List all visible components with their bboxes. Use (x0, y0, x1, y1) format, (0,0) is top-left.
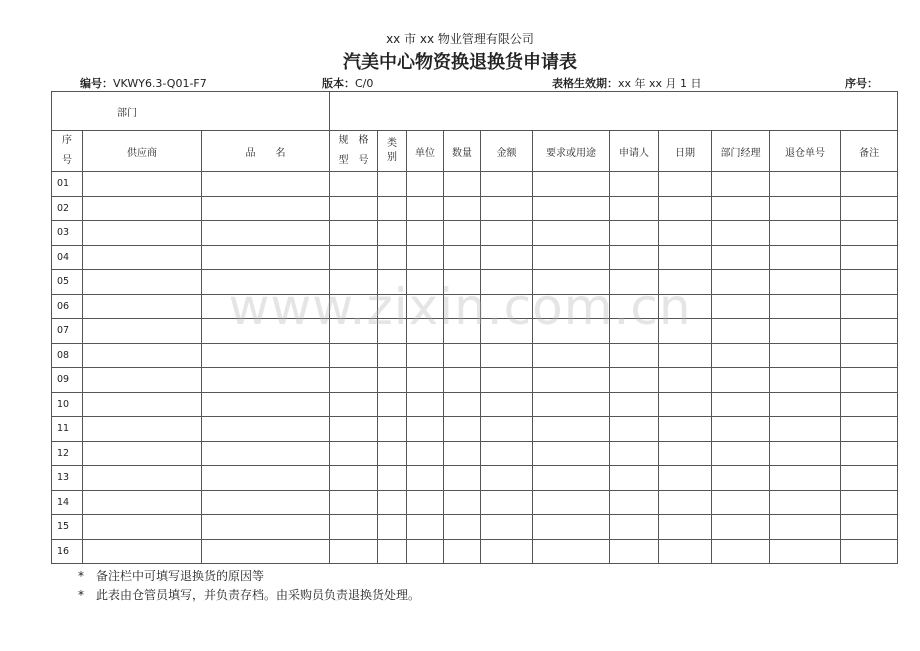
table-cell[interactable] (770, 221, 841, 246)
table-row (52, 245, 898, 270)
table-cell[interactable] (202, 196, 330, 221)
table-cell[interactable] (841, 539, 898, 564)
table-cell[interactable] (444, 270, 481, 295)
row-number: 02 (52, 196, 83, 221)
table-cell[interactable] (481, 221, 533, 246)
table-cell[interactable] (83, 294, 202, 319)
table-cell[interactable] (202, 417, 330, 442)
table-cell[interactable] (712, 392, 770, 417)
note-1: * 备注栏中可填写退换货的原因等 (78, 569, 265, 583)
form-title: 汽美中心物资换退换货申请表 (343, 52, 577, 73)
table-cell[interactable] (444, 368, 481, 393)
table-cell[interactable] (330, 245, 378, 270)
table-cell[interactable] (533, 294, 610, 319)
table-cell[interactable] (533, 196, 610, 221)
table-row (52, 343, 898, 368)
row-number: 09 (52, 368, 83, 393)
table-cell[interactable] (83, 245, 202, 270)
dept-field[interactable] (330, 92, 898, 131)
table-cell[interactable] (378, 196, 407, 221)
table-cell[interactable] (83, 319, 202, 344)
table-cell[interactable] (444, 319, 481, 344)
table-cell[interactable] (444, 196, 481, 221)
table-cell[interactable] (83, 515, 202, 540)
table-cell[interactable] (330, 221, 378, 246)
table-cell[interactable] (770, 490, 841, 515)
table-cell[interactable] (202, 490, 330, 515)
table-cell[interactable] (83, 172, 202, 197)
col-spec-1: 规 格 (338, 135, 369, 146)
table-row (52, 368, 898, 393)
form-effective-value: xx 年 xx 月 1 日 (618, 77, 702, 90)
table-cell[interactable] (841, 515, 898, 540)
table-cell[interactable] (610, 343, 659, 368)
table-cell[interactable] (83, 196, 202, 221)
table-cell[interactable] (659, 196, 712, 221)
table-cell[interactable] (712, 417, 770, 442)
table-cell[interactable] (659, 245, 712, 270)
table-cell[interactable] (202, 466, 330, 491)
table-row (52, 417, 898, 442)
table-cell[interactable] (481, 515, 533, 540)
table-cell[interactable] (378, 392, 407, 417)
row-number: 11 (52, 417, 83, 442)
table-cell[interactable] (444, 343, 481, 368)
col-applicant: 申请人 (610, 131, 659, 172)
table-cell[interactable] (444, 466, 481, 491)
table-cell[interactable] (444, 392, 481, 417)
table-cell[interactable] (407, 515, 444, 540)
table-cell[interactable] (330, 441, 378, 466)
table-cell[interactable] (481, 245, 533, 270)
table-cell[interactable] (378, 466, 407, 491)
table-row (52, 539, 898, 564)
table-cell[interactable] (770, 270, 841, 295)
table-cell[interactable] (330, 172, 378, 197)
table-cell[interactable] (533, 319, 610, 344)
table-cell[interactable] (610, 294, 659, 319)
table-cell[interactable] (407, 172, 444, 197)
table-cell[interactable] (610, 392, 659, 417)
col-date: 日期 (659, 131, 712, 172)
table-cell[interactable] (481, 270, 533, 295)
table-cell[interactable] (712, 441, 770, 466)
row-number: 05 (52, 270, 83, 295)
table-cell[interactable] (770, 319, 841, 344)
table-cell[interactable] (83, 441, 202, 466)
table-cell[interactable] (712, 466, 770, 491)
table-cell[interactable] (712, 319, 770, 344)
table-cell[interactable] (378, 368, 407, 393)
table-cell[interactable] (444, 417, 481, 442)
table-cell[interactable] (481, 319, 533, 344)
table-cell[interactable] (481, 343, 533, 368)
row-number: 01 (52, 172, 83, 197)
table-cell[interactable] (202, 221, 330, 246)
dept-label-text: 部门 (117, 107, 137, 119)
table-cell[interactable] (770, 368, 841, 393)
table-cell[interactable] (481, 539, 533, 564)
table-cell[interactable] (202, 441, 330, 466)
table-cell[interactable] (330, 417, 378, 442)
table-cell[interactable] (407, 196, 444, 221)
table-cell[interactable] (481, 417, 533, 442)
table-cell[interactable] (770, 294, 841, 319)
col-manager: 部门经理 (712, 131, 770, 172)
table-cell[interactable] (444, 539, 481, 564)
table-cell[interactable] (770, 196, 841, 221)
col-supplier: 供应商 (83, 131, 202, 172)
table-cell[interactable] (610, 515, 659, 540)
table-cell[interactable] (841, 294, 898, 319)
table-cell[interactable] (407, 294, 444, 319)
row-number: 08 (52, 343, 83, 368)
table-cell[interactable] (407, 319, 444, 344)
table-cell[interactable] (533, 515, 610, 540)
row-number: 14 (52, 490, 83, 515)
table-cell[interactable] (659, 466, 712, 491)
form-effective-date (552, 75, 702, 91)
form-code (80, 75, 207, 91)
table-cell[interactable] (659, 270, 712, 295)
table-cell[interactable] (712, 343, 770, 368)
table-cell[interactable] (659, 515, 712, 540)
table-cell[interactable] (533, 221, 610, 246)
table-row (52, 294, 898, 319)
row-number: 15 (52, 515, 83, 540)
table-cell[interactable] (378, 417, 407, 442)
table-cell[interactable] (83, 466, 202, 491)
table-cell[interactable] (659, 319, 712, 344)
col-seq (52, 131, 83, 172)
table-row (52, 392, 898, 417)
row-number: 07 (52, 319, 83, 344)
table-cell[interactable] (610, 172, 659, 197)
table-cell[interactable] (378, 343, 407, 368)
table-cell[interactable] (659, 490, 712, 515)
table-cell[interactable] (659, 172, 712, 197)
col-amount: 金额 (481, 131, 533, 172)
table-cell[interactable] (610, 319, 659, 344)
row-number: 06 (52, 294, 83, 319)
table-cell[interactable] (659, 368, 712, 393)
col-cat-2: 别 (387, 152, 398, 163)
col-spec-2: 型 号 (338, 155, 369, 166)
table-cell[interactable] (481, 196, 533, 221)
table-cell[interactable] (481, 172, 533, 197)
table-cell[interactable] (444, 245, 481, 270)
table-cell[interactable] (481, 441, 533, 466)
table-cell[interactable] (378, 490, 407, 515)
table-cell[interactable] (330, 294, 378, 319)
table-cell[interactable] (330, 368, 378, 393)
table-cell[interactable] (444, 490, 481, 515)
table-cell[interactable] (533, 245, 610, 270)
table-cell[interactable] (407, 221, 444, 246)
table-cell[interactable] (770, 343, 841, 368)
table-cell[interactable] (841, 417, 898, 442)
table-cell[interactable] (533, 270, 610, 295)
table-cell[interactable] (659, 417, 712, 442)
table-cell[interactable] (841, 221, 898, 246)
table-cell[interactable] (481, 294, 533, 319)
row-number: 04 (52, 245, 83, 270)
table-cell[interactable] (330, 539, 378, 564)
table-row (52, 270, 898, 295)
table-cell[interactable] (841, 196, 898, 221)
table-cell[interactable] (610, 466, 659, 491)
form-version-value: C/0 (355, 77, 374, 90)
table-cell[interactable] (202, 270, 330, 295)
col-item-name: 品 名 (202, 131, 330, 172)
table-cell[interactable] (202, 245, 330, 270)
dept-label (52, 92, 330, 131)
col-seq-1: 序 (62, 135, 72, 146)
table-cell[interactable] (841, 245, 898, 270)
table-cell[interactable] (83, 417, 202, 442)
table-cell[interactable] (481, 368, 533, 393)
dept-row (52, 92, 898, 131)
table-cell[interactable] (378, 294, 407, 319)
table-cell[interactable] (378, 319, 407, 344)
table-cell[interactable] (841, 343, 898, 368)
table-row (52, 196, 898, 221)
table-cell[interactable] (712, 539, 770, 564)
form-serial-label: 序号： (845, 77, 878, 90)
table-cell[interactable] (202, 515, 330, 540)
table-cell[interactable] (407, 539, 444, 564)
table-cell[interactable] (712, 515, 770, 540)
table-cell[interactable] (444, 221, 481, 246)
table-cell[interactable] (610, 245, 659, 270)
table-cell[interactable] (407, 368, 444, 393)
col-remark: 备注 (841, 131, 898, 172)
row-number: 16 (52, 539, 83, 564)
table-cell[interactable] (378, 515, 407, 540)
table-cell[interactable] (659, 343, 712, 368)
table-cell[interactable] (841, 490, 898, 515)
row-number: 03 (52, 221, 83, 246)
header-row (52, 131, 898, 172)
table-cell[interactable] (841, 319, 898, 344)
table-cell[interactable] (712, 294, 770, 319)
col-spec (330, 131, 378, 172)
table-cell[interactable] (83, 539, 202, 564)
table-cell[interactable] (330, 392, 378, 417)
col-return-no: 退仓单号 (770, 131, 841, 172)
table-cell[interactable] (770, 245, 841, 270)
table-cell[interactable] (481, 392, 533, 417)
table-cell[interactable] (378, 221, 407, 246)
table-cell[interactable] (610, 196, 659, 221)
table-cell[interactable] (330, 196, 378, 221)
table-cell[interactable] (202, 294, 330, 319)
table-cell[interactable] (407, 245, 444, 270)
table-cell[interactable] (770, 515, 841, 540)
form-version (322, 75, 373, 91)
table-cell[interactable] (610, 221, 659, 246)
table-cell[interactable] (610, 441, 659, 466)
table-cell[interactable] (330, 490, 378, 515)
row-number: 12 (52, 441, 83, 466)
table-cell[interactable] (407, 417, 444, 442)
table-cell[interactable] (378, 245, 407, 270)
table-cell[interactable] (202, 392, 330, 417)
table-cell[interactable] (841, 466, 898, 491)
table-cell[interactable] (533, 343, 610, 368)
form-code-label: 编号： (80, 77, 113, 90)
table-cell[interactable] (659, 539, 712, 564)
table-cell[interactable] (712, 196, 770, 221)
table-cell[interactable] (444, 441, 481, 466)
table-cell[interactable] (330, 343, 378, 368)
table-row (52, 441, 898, 466)
table-row (52, 319, 898, 344)
table-cell[interactable] (610, 417, 659, 442)
table-cell[interactable] (841, 172, 898, 197)
company-name: xx 市 xx 物业管理有限公司 (386, 32, 534, 46)
table-cell[interactable] (202, 368, 330, 393)
table-cell[interactable] (610, 368, 659, 393)
table-cell[interactable] (712, 245, 770, 270)
table-cell[interactable] (481, 466, 533, 491)
col-purpose: 要求或用途 (533, 131, 610, 172)
table-cell[interactable] (202, 172, 330, 197)
form-version-label: 版本： (322, 77, 355, 90)
table-cell[interactable] (83, 392, 202, 417)
watermark: www.zixin.com.cn (228, 278, 692, 336)
table-cell[interactable] (770, 539, 841, 564)
table-cell[interactable] (659, 294, 712, 319)
table-cell[interactable] (610, 270, 659, 295)
table-cell[interactable] (330, 270, 378, 295)
table-cell[interactable] (378, 539, 407, 564)
table-cell[interactable] (712, 172, 770, 197)
table-cell[interactable] (533, 466, 610, 491)
table-cell[interactable] (841, 392, 898, 417)
table-cell[interactable] (533, 368, 610, 393)
table-cell[interactable] (659, 441, 712, 466)
table-cell[interactable] (610, 490, 659, 515)
form-effective-label: 表格生效期： (552, 77, 618, 90)
table-cell[interactable] (330, 466, 378, 491)
form-code-value: VKWY6.3-Q01-F7 (113, 77, 207, 90)
table-cell[interactable] (770, 466, 841, 491)
table-cell[interactable] (444, 294, 481, 319)
table-cell[interactable] (378, 270, 407, 295)
table-cell[interactable] (407, 490, 444, 515)
table-cell[interactable] (481, 490, 533, 515)
table-row (52, 490, 898, 515)
table-row (52, 172, 898, 197)
table-cell[interactable] (444, 172, 481, 197)
table-cell[interactable] (770, 417, 841, 442)
table-cell[interactable] (83, 221, 202, 246)
table-cell[interactable] (841, 270, 898, 295)
table-cell[interactable] (533, 539, 610, 564)
table-cell[interactable] (712, 221, 770, 246)
request-table (51, 91, 898, 564)
table-cell[interactable] (407, 343, 444, 368)
col-category (378, 131, 407, 172)
table-cell[interactable] (83, 368, 202, 393)
table-cell[interactable] (407, 466, 444, 491)
table-cell[interactable] (610, 539, 659, 564)
note-2: * 此表由仓管员填写，并负责存档。由采购员负责退换货处理。 (78, 588, 421, 602)
table-cell[interactable] (444, 515, 481, 540)
table-cell[interactable] (407, 441, 444, 466)
table-cell[interactable] (841, 368, 898, 393)
form-serial (845, 75, 878, 91)
table-cell[interactable] (770, 172, 841, 197)
table-cell[interactable] (202, 343, 330, 368)
col-cat-1: 类 (387, 138, 398, 149)
table-cell[interactable] (83, 343, 202, 368)
table-cell[interactable] (659, 392, 712, 417)
table-cell[interactable] (770, 392, 841, 417)
table-cell[interactable] (407, 392, 444, 417)
table-cell[interactable] (378, 172, 407, 197)
table-cell[interactable] (378, 441, 407, 466)
table-cell[interactable] (407, 270, 444, 295)
row-number: 10 (52, 392, 83, 417)
col-qty: 数量 (444, 131, 481, 172)
table-row (52, 221, 898, 246)
table-cell[interactable] (712, 270, 770, 295)
col-seq-2: 号 (62, 155, 72, 166)
table-cell[interactable] (83, 270, 202, 295)
table-cell[interactable] (533, 490, 610, 515)
col-unit: 单位 (407, 131, 444, 172)
table-cell[interactable] (533, 417, 610, 442)
table-cell[interactable] (659, 221, 712, 246)
table-row (52, 515, 898, 540)
table-cell[interactable] (770, 441, 841, 466)
table-row (52, 466, 898, 491)
table-cell[interactable] (330, 515, 378, 540)
table-cell[interactable] (533, 172, 610, 197)
table-cell[interactable] (533, 441, 610, 466)
table-cell[interactable] (202, 539, 330, 564)
table-cell[interactable] (712, 490, 770, 515)
row-number: 13 (52, 466, 83, 491)
table-cell[interactable] (533, 392, 610, 417)
table-cell[interactable] (202, 319, 330, 344)
table-cell[interactable] (330, 319, 378, 344)
table-cell[interactable] (712, 368, 770, 393)
table-cell[interactable] (841, 441, 898, 466)
table-cell[interactable] (83, 490, 202, 515)
